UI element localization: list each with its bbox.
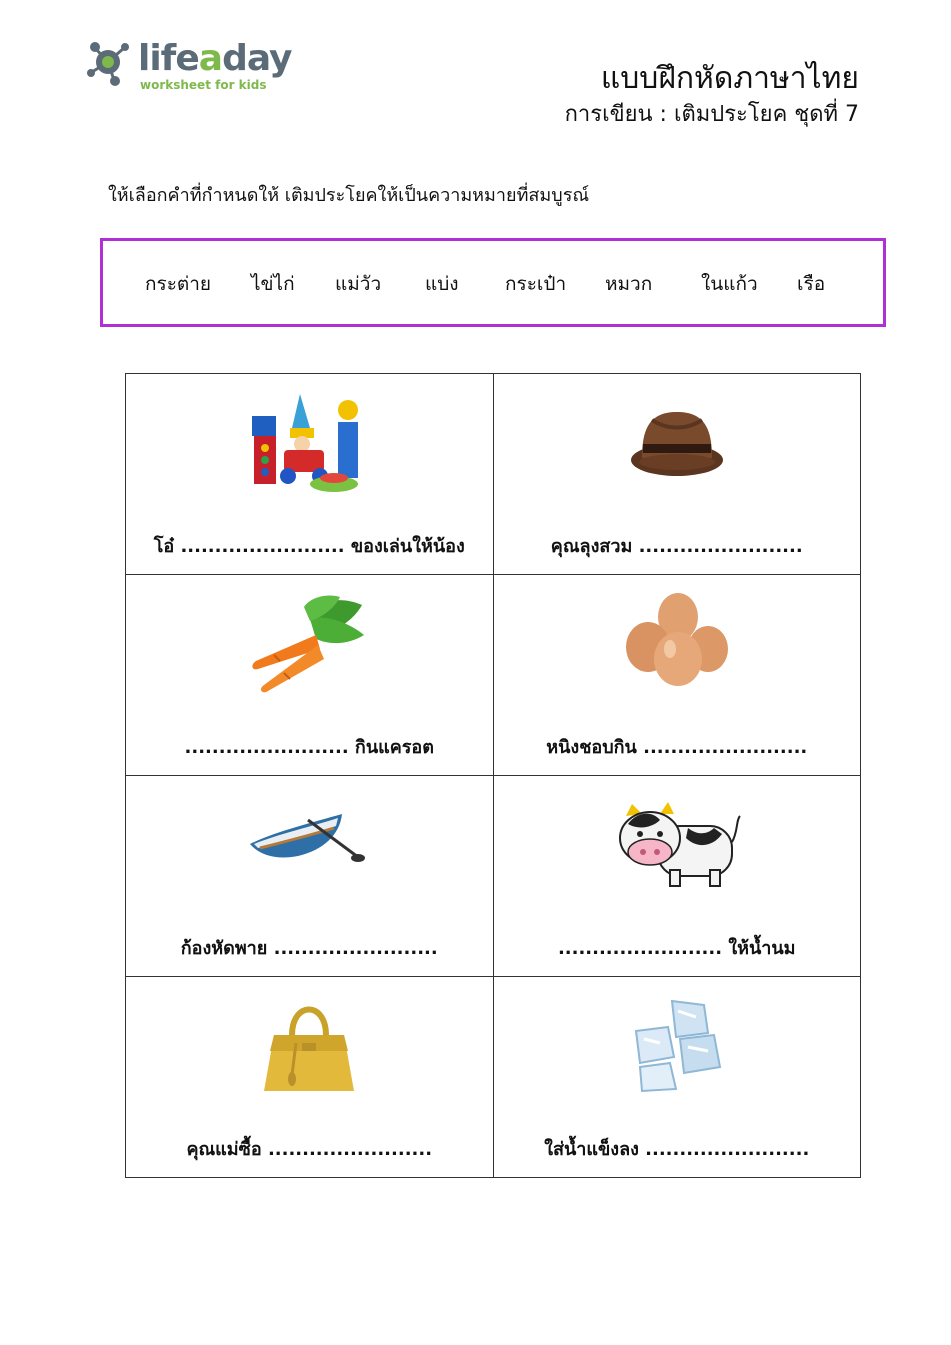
exercise-cell <box>493 776 861 977</box>
word-bank-item: แบ่ง <box>425 273 459 295</box>
word-bank-item: กระเป๋า <box>505 273 567 295</box>
eggs-icon <box>612 589 742 699</box>
cow-icon <box>612 790 742 900</box>
sentence-text: ใส่น้ำแข็งลง ........................ <box>544 1139 810 1160</box>
exercise-cell <box>126 776 494 977</box>
word-bank-item: เรือ <box>797 273 826 295</box>
exercise-cell <box>493 575 861 776</box>
word-bank-item: ไข่ไก่ <box>251 273 295 295</box>
word-bank-box <box>100 238 886 327</box>
exercise-cell <box>126 977 494 1178</box>
sentence-text: ........................ ให้น้ำนม <box>557 938 796 959</box>
exercise-cell <box>493 977 861 1178</box>
exercise-row <box>126 977 861 1178</box>
sentence-text: คุณแม่ซื้อ ........................ <box>186 1139 433 1160</box>
exercise-row <box>126 575 861 776</box>
sentence-text: หนิงชอบกิน ........................ <box>546 737 808 758</box>
word-bank-item: แม่วัว <box>335 273 382 295</box>
sentence-text: ก้องหัดพาย ........................ <box>180 938 438 959</box>
exercise-row <box>126 776 861 977</box>
page-subtitle: การเขียน : เติมประโยค ชุดที่ 7 <box>564 102 859 127</box>
logo-wordmark: lifeaday <box>138 38 292 79</box>
hat-icon <box>612 388 742 498</box>
page-title: แบบฝึกหัดภาษาไทย <box>600 61 859 96</box>
boat-icon <box>244 790 374 900</box>
sentence-text: ........................ กินแครอต <box>184 737 434 758</box>
handbag-icon <box>244 991 374 1101</box>
instruction-text: ให้เลือกคำที่กำหนดให้ เติมประโยคให้เป็นความหมายที่สมบูรณ์ <box>108 185 590 206</box>
sentence-text: โอ๋ ........................ ของเล่นให้น้อง <box>153 536 465 557</box>
carrot-icon <box>244 589 374 699</box>
exercise-grid <box>125 373 861 1178</box>
logo-molecule-icon <box>84 36 136 88</box>
toys-icon <box>244 388 374 498</box>
exercise-cell <box>126 374 494 575</box>
exercise-row <box>126 374 861 575</box>
word-bank-item: ในแก้ว <box>701 273 758 295</box>
logo-tagline: worksheet for kids <box>140 78 267 92</box>
ice-icon <box>612 991 742 1101</box>
word-bank-item: กระต่าย <box>145 273 212 295</box>
logo <box>84 36 292 96</box>
exercise-cell <box>126 575 494 776</box>
exercise-cell <box>493 374 861 575</box>
word-bank-item: หมวก <box>605 273 653 295</box>
sentence-text: คุณลุงสวม ........................ <box>550 536 803 557</box>
